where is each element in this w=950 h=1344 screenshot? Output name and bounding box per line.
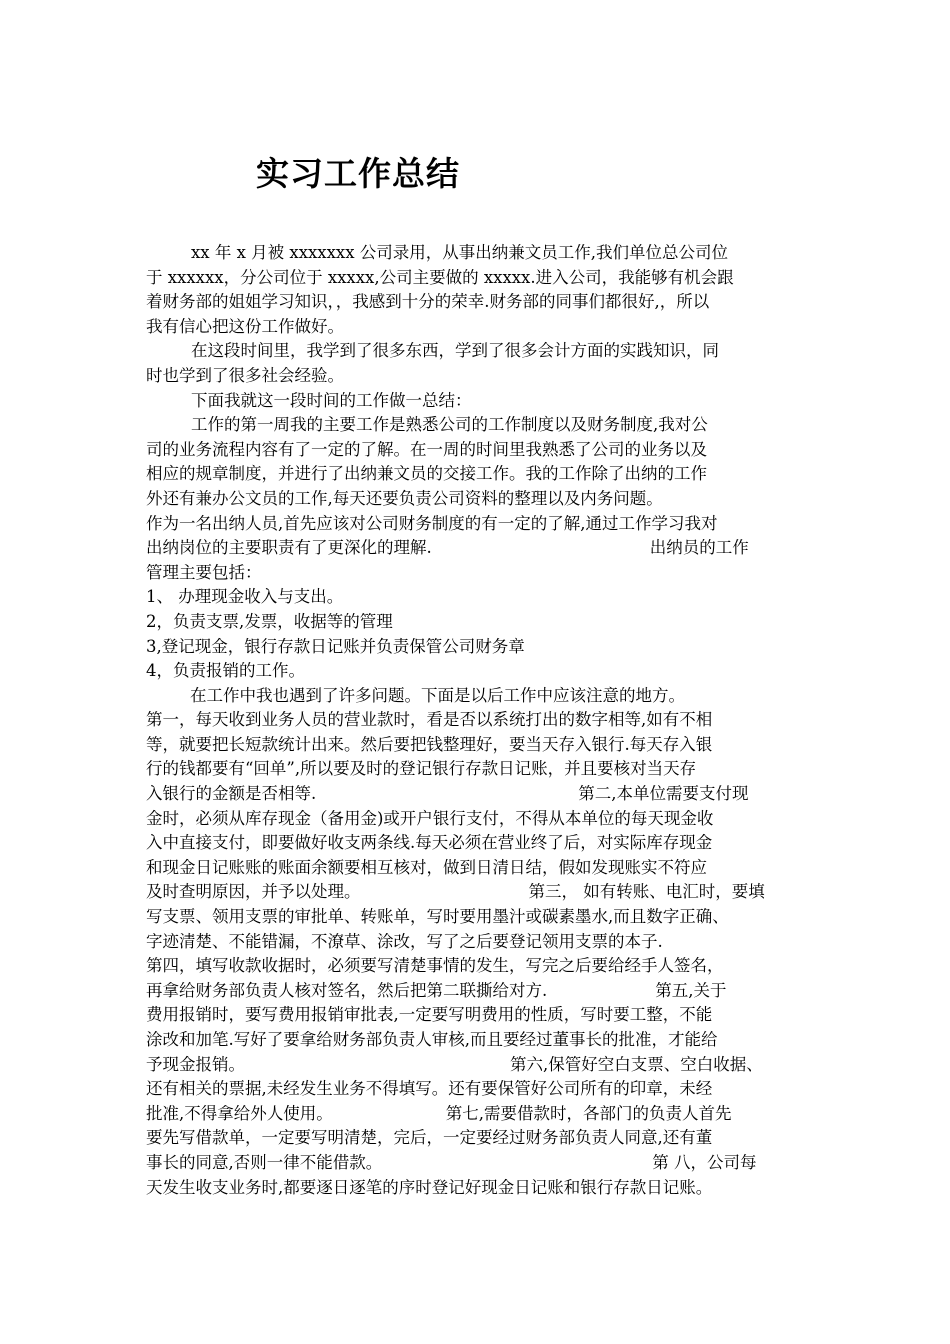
line-text: 再拿给财务部负责人核对签名，然后把第二联撕给对方.	[146, 980, 548, 1000]
line-text: 涂改和加笔.写好了要拿给财务部负责人审核,而且要经过董事长的批准，才能给	[146, 1030, 718, 1049]
line-text: 等，就要把长短款统计出来。然后要把钱整理好，要当天存入银行.每天存入银	[146, 734, 713, 754]
line-text: 行的钱都要有“回单”,所以要及时的登记银行存款日记账，并且要核对当天存	[146, 759, 697, 779]
paragraph-line	[146, 1053, 810, 1078]
line-text: 管理主要包括：	[146, 562, 262, 582]
line-text-continued: 第二,本单位需要支付现	[578, 784, 749, 804]
line-text: 入银行的金额是否相等.	[146, 784, 317, 804]
line-text: 出纳岗位的主要职责有了更深化的理解.	[146, 538, 432, 558]
line-text: 4，负责报销的工作。	[146, 661, 305, 681]
line-text: xx 年 x 月被 xxxxxxx 公司录用，从事出纳兼文员工作,我们单位总公司位	[191, 243, 729, 262]
paragraph-line	[146, 462, 810, 487]
line-text-continued: 第六,保管好空白支票、空白收据、	[510, 1054, 763, 1074]
paragraph-line	[146, 1077, 810, 1102]
paragraph-line	[146, 536, 810, 561]
paragraph-line	[146, 979, 810, 1004]
line-text: 还有相关的票据,未经发生业务不得填写。还有要保管好公司所有的印章，未经	[146, 1079, 713, 1099]
document-title: 实习工作总结	[256, 154, 460, 193]
line-text: 时也学到了很多社会经验。	[146, 365, 344, 385]
line-text: 第四，填写收款收据时，必须要写清楚事情的发生，写完之后要给经手人签名，	[146, 956, 724, 976]
line-text: 3,登记现金，银行存款日记账并负责保管公司财务章	[146, 636, 525, 656]
paragraph-line	[146, 1003, 810, 1028]
paragraph-line	[146, 733, 810, 758]
paragraph-line	[146, 290, 810, 315]
line-text: 在这段时间里，我学到了很多东西，学到了很多会计方面的实践知识，同	[191, 341, 719, 361]
line-text: 下面我就这一段时间的工作做一总结：	[191, 390, 472, 410]
paragraph-line	[146, 905, 810, 930]
line-text-continued: 第七,需要借款时，各部门的负责人首先	[445, 1103, 732, 1123]
paragraph-line	[146, 512, 810, 537]
paragraph-line	[146, 438, 810, 463]
line-text-continued: 第 八，公司每	[652, 1152, 757, 1172]
paragraph-line	[146, 315, 810, 340]
paragraph-line	[146, 389, 810, 414]
paragraph-line	[146, 782, 810, 807]
paragraph-line	[146, 364, 810, 389]
paragraph-line	[146, 561, 810, 586]
line-text: 2，负责支票,发票，收据等的管理	[146, 611, 393, 631]
paragraph-line	[146, 585, 810, 610]
paragraph-line	[146, 266, 810, 291]
line-text-continued: 出纳员的工作	[649, 538, 749, 558]
line-text: 字迹清楚、不能错漏，不潦草、涂改，写了之后要登记领用支票的本子.	[146, 931, 663, 951]
paragraph-line	[146, 954, 810, 979]
paragraph-line	[146, 1151, 810, 1176]
line-text: 我有信心把这份工作做好。	[146, 316, 344, 336]
line-text: 写支票、领用支票的审批单、转账单，写时要用墨汁或碳素墨水,而且数字正确、	[146, 907, 729, 927]
paragraph-line	[146, 708, 810, 733]
paragraph-line	[146, 757, 810, 782]
paragraph-line	[146, 831, 810, 856]
line-text: 在工作中我也遇到了许多问题。下面是以后工作中应该注意的地方。	[190, 685, 685, 705]
paragraph-line	[146, 880, 810, 905]
line-text: 于 xxxxxx，分公司位于 xxxxx,公司主要做的 xxxxx.进入公司，我能够有机会跟	[146, 267, 734, 287]
paragraph-line	[146, 1126, 810, 1151]
line-text-continued: 第五,关于	[655, 980, 727, 1000]
paragraph-line	[146, 610, 810, 635]
paragraph-line	[146, 635, 810, 660]
paragraph-line	[146, 1176, 810, 1201]
line-text: 工作的第一周我的主要工作是熟悉公司的工作制度以及财务制度,我对公	[191, 415, 708, 435]
line-text: 相应的规章制度，并进行了出纳兼文员的交接工作。我的工作除了出纳的工作	[146, 464, 707, 484]
paragraph-line	[146, 659, 810, 684]
line-text: 第一，每天收到业务人员的营业款时，看是否以系统打出的数字相等,如有不相	[146, 710, 713, 730]
line-text: 着财务部的姐姐学习知识，，我感到十分的荣幸.财务部的同事们都很好,，所以	[146, 292, 710, 312]
document-body	[146, 241, 810, 1200]
paragraph-line	[146, 930, 810, 955]
paragraph-line	[146, 856, 810, 881]
paragraph-line	[146, 1028, 810, 1053]
line-text: 1、 办理现金收入与支出。	[146, 587, 344, 607]
paragraph-line	[146, 1102, 810, 1127]
line-text: 事长的同意,否则一律不能借款。	[146, 1152, 383, 1172]
line-text: 予现金报销。	[146, 1054, 245, 1074]
paragraph-line	[146, 684, 810, 709]
line-text: 批准,不得拿给外人使用。	[146, 1103, 333, 1123]
line-text: 作为一名出纳人员,首先应该对公司财务制度的有一定的了解,通过工作学习我对	[146, 513, 718, 533]
line-text: 外还有兼办公文员的工作,每天还要负责公司资料的整理以及内务问题。	[146, 488, 663, 508]
paragraph-line	[146, 241, 810, 266]
paragraph-line	[146, 807, 810, 832]
line-text: 费用报销时，要写费用报销审批表,一定要写明费用的性质，写时要工整，不能	[146, 1005, 713, 1025]
line-text-continued: 第三， 如有转账、电汇时，要填	[528, 882, 765, 902]
line-text: 及时查明原因，并予以处理。	[146, 882, 361, 902]
line-text: 金时，必须从库存现金（备用金)或开户银行支付，不得从本单位的每天现金收	[146, 808, 714, 828]
line-text: 和现金日记账账的账面余额要相互核对，做到日清日结，假如发现账实不符应	[146, 857, 707, 877]
line-text: 要先写借款单，一定要写明清楚，完后，一定要经过财务部负责人同意,还有董	[146, 1128, 713, 1148]
paragraph-line	[146, 339, 810, 364]
line-text: 天发生收支业务时,都要逐日逐笔的序时登记好现金日记账和银行存款日记账。	[146, 1177, 713, 1197]
paragraph-line	[146, 487, 810, 512]
paragraph-line	[146, 413, 810, 438]
line-text: 入中直接支付，即要做好收支两条线.每天必须在营业终了后，对实际库存现金	[146, 833, 713, 853]
line-text: 司的业务流程内容有了一定的了解。在一周的时间里我熟悉了公司的业务以及	[146, 439, 707, 459]
